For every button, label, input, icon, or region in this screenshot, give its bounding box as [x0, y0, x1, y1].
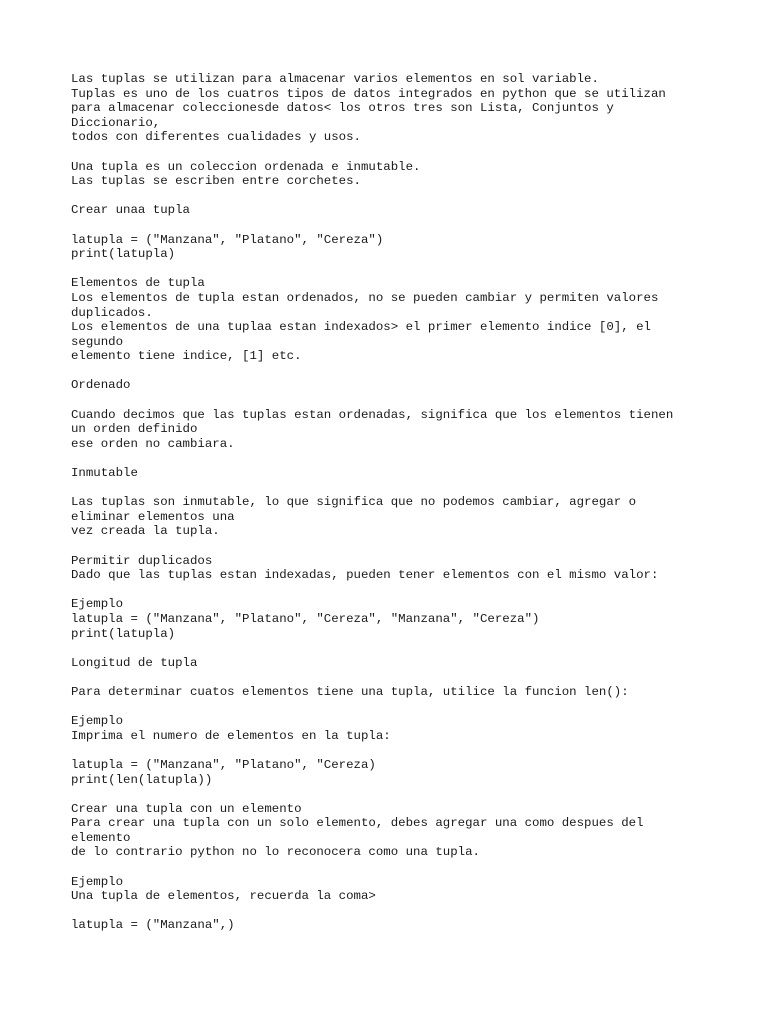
blank-line — [71, 539, 711, 554]
text-line: Permitir duplicados — [71, 553, 213, 568]
text-line: ese orden no cambiara. — [71, 436, 235, 451]
text-line: Ejemplo — [71, 714, 124, 729]
text-line: elemento tiene indice, [1] etc. — [71, 349, 302, 364]
text-line: Dado que las tuplas estan indexadas, pueden tener elementos con el mismo valor: — [71, 568, 659, 583]
blank-line — [71, 218, 711, 233]
text-line: Una tupla de elementos, recuerda la coma> — [71, 889, 376, 904]
text-line: duplicados. — [71, 305, 153, 320]
blank-line — [71, 641, 711, 656]
text-line: print(latupla) — [71, 626, 176, 641]
text-line: elemento — [71, 830, 131, 845]
blank-line — [71, 262, 711, 277]
text-line: un orden definido — [71, 422, 198, 437]
text-line: latupla = ("Manzana",) — [71, 918, 235, 933]
text-line: Para determinar cuatos elementos tiene una tupla, utilice la funcion len(): — [71, 684, 629, 699]
blank-line — [71, 583, 711, 598]
text-line: Tuplas es uno de los cuatros tipos de datos integrados en python que se utilizan — [71, 86, 666, 101]
text-line: Los elementos de tupla estan ordenados, no se pueden cambiar y permiten valores — [71, 290, 659, 305]
blank-line — [71, 451, 711, 466]
text-line: latupla = ("Manzana", "Platano", "Cereza", "Manzana", "Cereza") — [71, 611, 540, 626]
text-line: Una tupla es un coleccion ordenada e inmutable. — [71, 159, 421, 174]
text-line: de lo contrario python no lo reconocera como una tupla. — [71, 845, 480, 860]
text-line: print(latupla) — [71, 247, 176, 262]
text-line: Ejemplo — [71, 597, 124, 612]
text-line: eliminar elementos una — [71, 509, 235, 524]
blank-line — [71, 860, 711, 875]
text-line: Inmutable — [71, 466, 138, 481]
blank-line — [71, 787, 711, 802]
document-page — [71, 72, 711, 933]
text-line: Longitud de tupla — [71, 655, 198, 670]
text-line: Las tuplas son inmutable, lo que significa que no podemos cambiar, agregar o — [71, 495, 637, 510]
blank-line — [71, 393, 711, 408]
blank-line — [71, 670, 711, 685]
text-line: Crear una tupla con un elemento — [71, 801, 302, 816]
text-line: latupla = ("Manzana", "Platano", "Cereza) — [71, 757, 376, 772]
text-line: Ejemplo — [71, 874, 124, 889]
text-line: Cuando decimos que las tuplas estan ordenadas, significa que los elementos tienen — [71, 407, 674, 422]
text-line: vez creada la tupla. — [71, 524, 220, 539]
text-line: segundo — [71, 334, 124, 349]
text-line: print(len(latupla)) — [71, 772, 213, 787]
text-line: latupla = ("Manzana", "Platano", "Cereza") — [71, 232, 384, 247]
text-line: para almacenar coleccionesde datos< los otros tres son Lista, Conjuntos y — [71, 101, 614, 116]
text-line: Los elementos de una tuplaa estan indexados> el primer elemento indice [0], el — [71, 320, 651, 335]
blank-line — [71, 700, 711, 715]
text-line: Elementos de tupla — [71, 276, 205, 291]
text-line: todos con diferentes cualidades y usos. — [71, 130, 361, 145]
blank-line — [71, 364, 711, 379]
text-line: Ordenado — [71, 378, 131, 393]
text-line: Crear unaa tupla — [71, 203, 190, 218]
text-line: Diccionario, — [71, 115, 161, 130]
blank-line — [71, 743, 711, 758]
blank-line — [71, 189, 711, 204]
blank-line — [71, 904, 711, 919]
text-line: Imprima el numero de elementos en la tupla: — [71, 728, 391, 743]
text-line: Las tuplas se utilizan para almacenar varios elementos en sol variable. — [71, 72, 599, 86]
text-line: Para crear una tupla con un solo elemento, debes agregar una como despues del — [71, 816, 644, 831]
blank-line — [71, 145, 711, 160]
text-line: Las tuplas se escriben entre corchetes. — [71, 174, 361, 189]
blank-line — [71, 481, 711, 496]
